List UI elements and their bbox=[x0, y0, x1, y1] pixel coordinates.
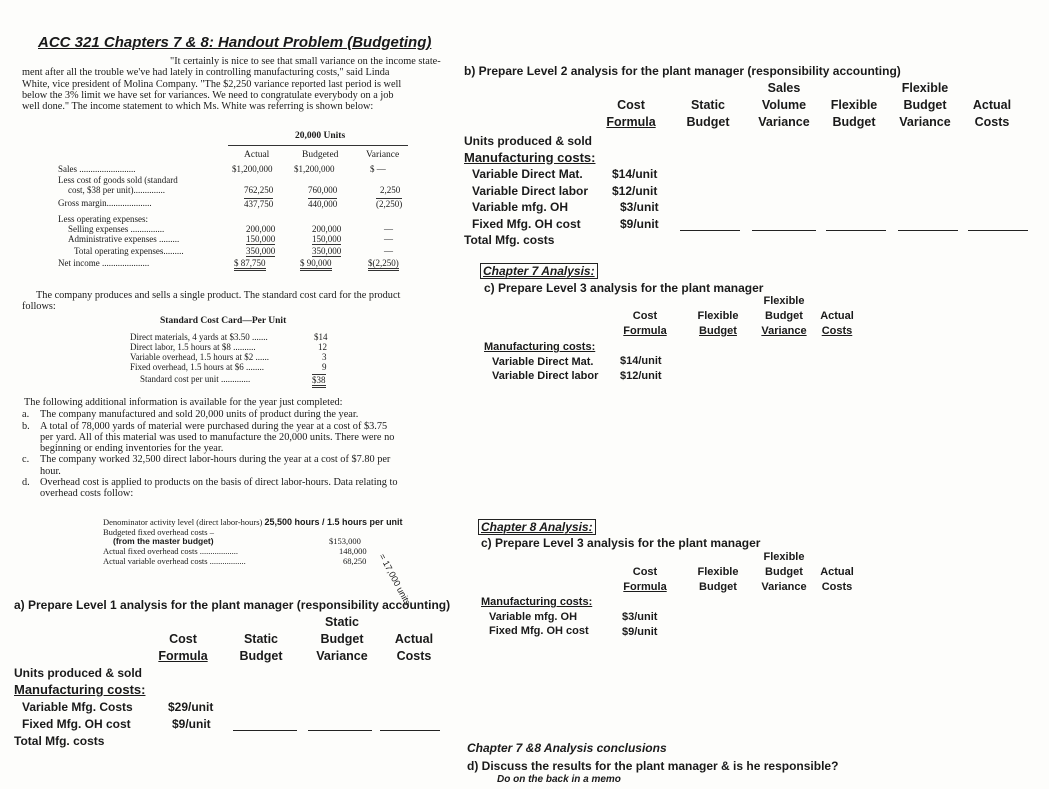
col-l2: Cost bbox=[632, 566, 658, 578]
budgeted-sub: (from the master budget) bbox=[113, 536, 214, 546]
row-formula: $3/unit bbox=[622, 611, 658, 623]
col-l2: Static bbox=[690, 98, 726, 112]
col-flexible-budget-variance bbox=[752, 294, 816, 339]
row-budgeted: 440,000 bbox=[308, 198, 338, 209]
col-static-budget bbox=[228, 614, 294, 665]
col-l2: Budget bbox=[903, 98, 947, 112]
col-l3: Costs bbox=[821, 325, 853, 337]
row-label: Variable mfg. OH bbox=[472, 200, 569, 214]
col-l1 bbox=[676, 80, 740, 97]
intro-line: ment after all the trouble we've had lately in controlling manufacturing costs," said Linda bbox=[22, 67, 390, 79]
col-l2: Actual bbox=[820, 566, 854, 578]
info-line: hour. bbox=[40, 465, 61, 477]
income-row bbox=[58, 196, 418, 214]
row-formula: $12/unit bbox=[620, 369, 662, 382]
row-variance: (2,250) bbox=[376, 198, 403, 209]
col-l2: Static bbox=[243, 632, 279, 646]
card-label: Variable overhead, 1.5 hours at $2 ...... bbox=[130, 352, 269, 362]
col-actual-costs bbox=[812, 294, 862, 339]
denominator-label: Denominator activity level (direct labor-hours) bbox=[103, 517, 263, 527]
standard-card-title: Standard Cost Card—Per Unit bbox=[160, 316, 287, 326]
col-l3: Budget bbox=[832, 115, 876, 129]
col-l2: Cost bbox=[617, 98, 645, 112]
row-total: Total Mfg. costs bbox=[464, 233, 555, 247]
info-item bbox=[22, 477, 442, 500]
col-l3: Formula bbox=[623, 325, 667, 337]
row-actual: $ 87,750 bbox=[234, 258, 266, 272]
col-l3: Variance bbox=[761, 325, 807, 337]
info-line: per yard. All of this material was used to manufacture the 20,000 units. There were no bbox=[40, 431, 395, 443]
col-l3: Budget bbox=[699, 325, 737, 337]
col-l1 bbox=[228, 614, 294, 631]
col-cost-formula bbox=[600, 80, 662, 131]
income-row bbox=[58, 185, 418, 196]
part-b-formulas bbox=[612, 166, 659, 232]
col-l1: Flexible bbox=[901, 81, 949, 95]
row-label: Gross margin.................... bbox=[58, 197, 152, 208]
answer-blank[interactable] bbox=[752, 230, 816, 231]
col-static-budget-variance bbox=[302, 614, 382, 665]
income-statement bbox=[58, 164, 418, 270]
actual-fixed-label: Actual fixed overhead costs .................. bbox=[103, 546, 239, 556]
row-variance: 2,250 bbox=[380, 184, 401, 195]
intro-line: White, vice president of Molina Company. "The $2,250 variance reported last period is well bbox=[22, 78, 402, 90]
col-header-actual: Actual bbox=[244, 150, 270, 160]
col-header-variance: Variance bbox=[366, 150, 400, 160]
row-actual: 150,000 bbox=[246, 233, 276, 244]
answer-blank[interactable] bbox=[233, 730, 297, 731]
card-label: Fixed overhead, 1.5 hours at $6 ........ bbox=[130, 362, 264, 372]
row-label: Variable Direct labor bbox=[472, 183, 589, 198]
income-row bbox=[58, 234, 418, 246]
row-manufacturing: Manufacturing costs: bbox=[481, 596, 593, 608]
row-label: Fixed Mfg. OH cost bbox=[472, 216, 581, 231]
row-budgeted: 350,000 bbox=[312, 245, 342, 256]
row-label: Sales ......................... bbox=[58, 164, 136, 174]
card-row bbox=[130, 342, 350, 352]
info-item bbox=[22, 454, 442, 477]
row-total bbox=[14, 733, 454, 750]
col-l1: Static bbox=[324, 615, 360, 629]
chapter8-tag-text: Chapter 8 Analysis: bbox=[478, 519, 596, 535]
col-l3: Variance bbox=[316, 649, 368, 663]
standard-card bbox=[130, 332, 350, 386]
row-label: Variable Direct Mat. bbox=[492, 355, 594, 368]
part-c7-heading: c) Prepare Level 3 analysis for the plant manager bbox=[484, 281, 764, 295]
part-c8-columns bbox=[616, 550, 876, 596]
col-actual-costs bbox=[964, 80, 1020, 131]
col-l1 bbox=[686, 550, 750, 565]
row-label: Selling expenses ............... bbox=[68, 223, 165, 234]
card-value: 3 bbox=[322, 352, 327, 362]
answer-blank[interactable] bbox=[380, 730, 440, 731]
col-l3: Budget bbox=[239, 649, 283, 663]
row-label: Manufacturing costs: bbox=[14, 682, 146, 697]
card-value: $38 bbox=[312, 374, 326, 388]
conclusions-note: Do on the back in a memo bbox=[497, 774, 621, 785]
col-l1 bbox=[600, 80, 662, 97]
col-flexible-budget bbox=[686, 294, 750, 339]
col-l3: Variance bbox=[761, 581, 807, 593]
col-l2: Flexible bbox=[697, 310, 739, 322]
col-l1 bbox=[150, 614, 216, 631]
part-c8-heading: c) Prepare Level 3 analysis for the plant manager bbox=[481, 536, 761, 550]
intro-line: below the 3% limit we have set for variances. We need to congratulate everybody on a job bbox=[22, 89, 394, 101]
row-label: cost, $38 per unit).............. bbox=[68, 184, 165, 195]
handwritten-note: = 17,000 units bbox=[377, 552, 413, 607]
budgeted-label: Budgeted fixed overhead costs – bbox=[103, 526, 214, 537]
row-variance: $ — bbox=[370, 164, 386, 174]
conclusions-heading: Chapter 7 &8 Analysis conclusions bbox=[467, 741, 667, 755]
col-l1: Flexible bbox=[763, 551, 805, 563]
row-actual: 200,000 bbox=[246, 223, 276, 234]
page-title: ACC 321 Chapters 7 & 8: Handout Problem (Budgeting) bbox=[38, 34, 432, 51]
budgeted-value: $153,000 bbox=[329, 536, 361, 546]
col-flexible-budget-variance bbox=[892, 80, 958, 131]
info-line: overhead costs follow: bbox=[40, 488, 134, 500]
col-l2: Budget bbox=[765, 566, 803, 578]
row-budgeted: 760,000 bbox=[308, 184, 338, 195]
col-l1 bbox=[382, 614, 446, 631]
row-label: Variable Mfg. Costs bbox=[22, 700, 133, 714]
row-actual: 762,250 bbox=[244, 184, 274, 195]
chapter8-tag bbox=[478, 520, 596, 534]
overhead-block bbox=[103, 518, 423, 567]
units-header: 20,000 Units bbox=[295, 131, 346, 141]
col-actual-costs bbox=[382, 614, 446, 665]
col-l1: Sales bbox=[767, 81, 801, 95]
col-flexible-budget bbox=[822, 80, 886, 131]
info-line: beginning or ending inventories for the year. bbox=[40, 443, 224, 455]
intro-paragraph bbox=[22, 56, 442, 112]
row-budgeted: $ 90,000 bbox=[300, 258, 332, 272]
info-line: A total of 78,000 yards of material were purchased during the year at a cost of $3.75 bbox=[40, 420, 388, 432]
col-cost-formula bbox=[150, 614, 216, 665]
row-label: Variable mfg. OH bbox=[489, 610, 578, 623]
info-letter: d. bbox=[22, 477, 30, 489]
standard-intro-line: The company produces and sells a single product. The standard cost card for the product bbox=[36, 290, 401, 301]
additional-info bbox=[22, 397, 442, 500]
col-l2: Actual bbox=[972, 98, 1012, 112]
info-line: Overhead cost is applied to products on the basis of direct labor-hours. Data relating to bbox=[40, 477, 398, 489]
col-actual-costs bbox=[812, 550, 862, 595]
actual-var-label: Actual variable overhead costs ................. bbox=[103, 556, 246, 566]
answer-blank[interactable] bbox=[308, 730, 372, 731]
col-l2: Cost bbox=[169, 632, 197, 646]
income-row bbox=[58, 214, 418, 224]
col-l2: Actual bbox=[394, 632, 434, 646]
col-sales-volume-variance bbox=[748, 80, 820, 131]
row-formula: $9/unit bbox=[622, 625, 658, 638]
answer-blank[interactable] bbox=[680, 230, 740, 231]
row-variance: — bbox=[384, 233, 393, 244]
row-variance: — bbox=[384, 245, 393, 256]
card-label: Direct materials, 4 yards at $3.50 ....... bbox=[130, 332, 268, 342]
part-c8-rows bbox=[481, 595, 592, 639]
col-cost-formula bbox=[616, 294, 674, 339]
intro-line: "It certainly is nice to see that small variance on the income state- bbox=[170, 56, 441, 67]
row-label: Units produced & sold bbox=[14, 666, 143, 680]
col-l1 bbox=[964, 80, 1020, 97]
col-flexible-budget-variance bbox=[752, 550, 816, 595]
intro-line: well done." The income statement to which Ms. White was referring is shown below: bbox=[22, 101, 374, 113]
info-item bbox=[22, 421, 442, 455]
col-l3: Formula bbox=[606, 115, 656, 129]
row-label: Less operating expenses: bbox=[58, 213, 148, 224]
row-formula: $29/unit bbox=[168, 700, 214, 714]
row-manufacturing: Manufacturing costs: bbox=[464, 149, 596, 165]
info-line: The company worked 32,500 direct labor-hours during the year at a cost of $7.80 per bbox=[40, 454, 391, 466]
row-budgeted: 150,000 bbox=[312, 233, 342, 244]
row-formula: $14/unit bbox=[620, 355, 662, 367]
conclusions-question: d) Discuss the results for the plant manager & is he responsible? bbox=[467, 759, 839, 773]
col-l3: Variance bbox=[758, 115, 810, 129]
standard-intro bbox=[22, 290, 400, 313]
card-label: Standard cost per unit ............. bbox=[140, 374, 251, 384]
card-label: Direct labor, 1.5 hours at $8 .......... bbox=[130, 342, 256, 352]
part-c8-formulas bbox=[622, 610, 657, 639]
part-a-rows bbox=[14, 665, 454, 750]
col-l2: Cost bbox=[632, 310, 658, 322]
row-budgeted: $1,200,000 bbox=[294, 164, 335, 174]
info-line: The company manufactured and sold 20,000 units of product during the year. bbox=[40, 409, 359, 421]
row-label: Total Mfg. costs bbox=[14, 734, 105, 748]
col-l1 bbox=[686, 294, 750, 309]
row-label: Fixed Mfg. OH cost bbox=[489, 625, 589, 637]
col-l2: Actual bbox=[820, 310, 854, 322]
info-item bbox=[22, 409, 442, 420]
col-l3: Costs bbox=[974, 115, 1010, 129]
row-formula: $12/unit bbox=[612, 183, 658, 198]
answer-blank[interactable] bbox=[826, 230, 886, 231]
col-l2: Volume bbox=[761, 98, 807, 112]
col-l3: Budget bbox=[699, 581, 737, 593]
row-label: Variable Direct labor bbox=[492, 370, 599, 382]
info-letter: b. bbox=[22, 420, 30, 432]
income-row bbox=[58, 224, 418, 234]
chapter7-tag-text: Chapter 7 Analysis: bbox=[480, 263, 598, 279]
row-label: Administrative expenses ......... bbox=[68, 233, 180, 244]
income-row bbox=[58, 164, 418, 175]
income-row bbox=[58, 175, 418, 185]
actual-fixed-value: 148,000 bbox=[339, 546, 367, 556]
card-row bbox=[130, 352, 350, 362]
row-formula: $9/unit bbox=[620, 216, 659, 231]
col-l1 bbox=[616, 550, 674, 565]
row-formula: $3/unit bbox=[620, 200, 659, 214]
actual-var-value: 68,250 bbox=[343, 556, 367, 566]
col-l2: Budget bbox=[765, 310, 803, 322]
col-l2: Flexible bbox=[697, 566, 739, 578]
denominator-note: 25,500 hours / 1.5 hours per unit bbox=[264, 517, 403, 527]
card-value: 9 bbox=[322, 362, 327, 372]
col-header-budgeted: Budgeted bbox=[302, 150, 339, 160]
row-label: Less cost of goods sold (standard bbox=[58, 174, 178, 185]
col-l1: Flexible bbox=[763, 295, 805, 307]
standard-intro-line: follows: bbox=[22, 301, 56, 313]
row-label: Total operating expenses......... bbox=[74, 245, 184, 256]
row-actual: 437,750 bbox=[244, 198, 274, 209]
col-l3: Costs bbox=[396, 649, 432, 663]
row-units bbox=[14, 665, 454, 682]
col-l1 bbox=[616, 294, 674, 309]
income-row bbox=[58, 246, 418, 258]
card-value: $14 bbox=[314, 332, 328, 342]
row-manufacturing bbox=[14, 682, 454, 699]
row-variable-mfg bbox=[14, 699, 454, 716]
row-formula: $14/unit bbox=[612, 167, 658, 181]
card-row bbox=[130, 374, 350, 386]
col-l3: Formula bbox=[623, 581, 667, 593]
col-flexible-budget bbox=[686, 550, 750, 595]
row-actual: 350,000 bbox=[246, 245, 276, 256]
col-l1 bbox=[822, 80, 886, 97]
info-letter: c. bbox=[22, 454, 30, 466]
col-l3: Formula bbox=[158, 649, 208, 663]
row-budgeted: 200,000 bbox=[312, 223, 342, 234]
chapter7-tag bbox=[480, 264, 598, 278]
info-letter: a. bbox=[22, 409, 30, 421]
row-units: Units produced & sold bbox=[464, 134, 593, 148]
overhead-row bbox=[103, 557, 423, 567]
part-b-heading: b) Prepare Level 2 analysis for the plant manager (responsibility accounting) bbox=[464, 64, 901, 78]
row-variance: $(2,250) bbox=[368, 258, 399, 272]
part-a-heading: a) Prepare Level 1 analysis for the plant manager (responsibility accounting) bbox=[14, 598, 451, 612]
col-l2: Budget bbox=[320, 632, 364, 646]
part-b-columns bbox=[600, 80, 1040, 134]
part-c7-formulas bbox=[620, 354, 662, 383]
answer-blank[interactable] bbox=[968, 230, 1028, 231]
row-actual: $1,200,000 bbox=[232, 164, 273, 174]
row-formula: $9/unit bbox=[172, 717, 211, 731]
col-l3: Costs bbox=[821, 581, 853, 593]
part-c7-columns bbox=[616, 294, 876, 340]
row-label: Net income ..................... bbox=[58, 257, 150, 268]
row-label: Fixed Mfg. OH cost bbox=[22, 717, 131, 731]
answer-blank[interactable] bbox=[898, 230, 958, 231]
row-manufacturing: Manufacturing costs: bbox=[484, 341, 596, 353]
card-row bbox=[130, 362, 350, 374]
row-variance: — bbox=[384, 223, 393, 234]
additional-intro: The following additional information is available for the year just completed: bbox=[24, 397, 343, 408]
row-label: Variable Direct Mat. bbox=[472, 167, 583, 181]
part-c7-rows bbox=[484, 340, 598, 384]
col-l3: Budget bbox=[686, 115, 730, 129]
income-row bbox=[58, 258, 418, 270]
col-l1 bbox=[812, 294, 862, 309]
col-static-budget bbox=[676, 80, 740, 131]
card-value: 12 bbox=[318, 342, 327, 352]
card-row bbox=[130, 332, 350, 342]
col-cost-formula bbox=[616, 550, 674, 595]
col-l1 bbox=[812, 550, 862, 565]
col-l3: Variance bbox=[899, 115, 951, 129]
col-l2: Flexible bbox=[830, 98, 878, 112]
units-header-rule bbox=[228, 145, 408, 146]
